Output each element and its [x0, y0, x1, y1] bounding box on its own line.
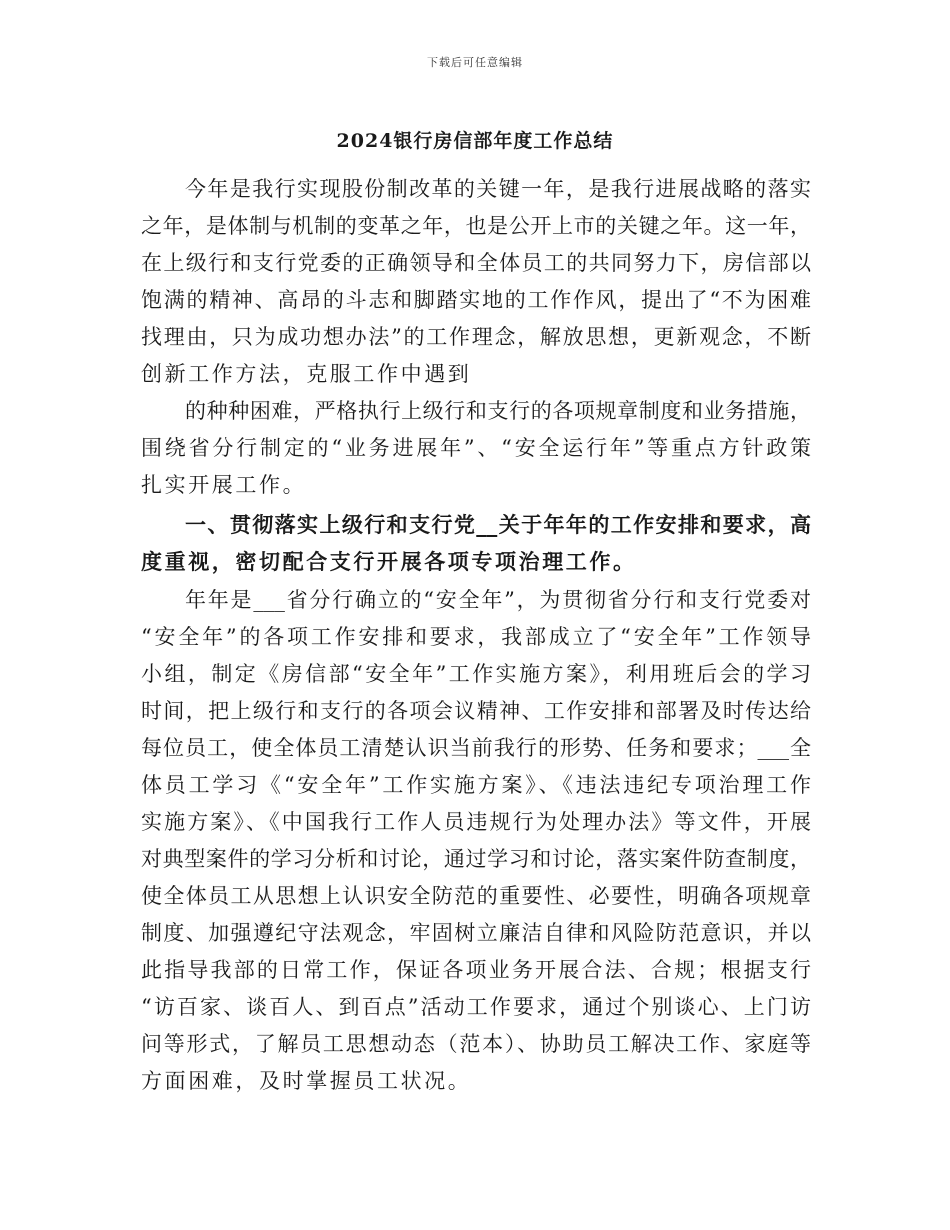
paragraph-line: 小组，制定《房信部“安全年”工作实施方案》，利用班后会的学习	[141, 662, 811, 686]
paragraph-line: 扎实开展工作。	[141, 473, 307, 497]
paragraph-line: 在上级行和支行党委的正确领导和全体员工的共同努力下，房信部以	[141, 251, 811, 275]
paragraph-line: 此指导我部的日常工作，保证各项业务开展合法、合规；根据支行	[141, 958, 811, 982]
section-heading-line: 一、贯彻落实上级行和支行党__关于年年的工作安排和要求，高	[185, 512, 811, 537]
paragraph-line: “安全年”的各项工作安排和要求，我部成立了“安全年”工作领导	[141, 625, 811, 649]
paragraph-line: 时间，把上级行和支行的各项会议精神、工作安排和部署及时传达给	[141, 699, 811, 723]
paragraph-line: 今年是我行实现股份制改革的关键一年，是我行进展战略的落实	[185, 177, 811, 201]
paragraph-line: 问等形式，了解员工思想动态（范本）、协助员工解决工作、家庭等	[141, 1032, 811, 1056]
paragraph-line: 实施方案》、《中国我行工作人员违规行为处理办法》等文件，开展	[141, 810, 811, 834]
paragraph-line: 饱满的精神、高昂的斗志和脚踏实地的工作作风，提出了“不为困难	[141, 288, 811, 312]
paragraph-line: 制度、加强遵纪守法观念，牢固树立廉洁自律和风险防范意识，并以	[141, 921, 811, 945]
document-body	[141, 171, 811, 1100]
paragraph-line: 体员工学习《“安全年”工作实施方案》、《违法违纪专项治理工作	[141, 773, 811, 797]
paragraph-line: 创新工作方法，克服工作中遇到	[141, 362, 472, 386]
paragraph-line: 方面困难，及时掌握员工状况。	[141, 1069, 472, 1093]
paragraph-line: 的种种困难，严格执行上级行和支行的各项规章制度和业务措施，	[185, 399, 811, 423]
header-note: 下载后可任意编辑	[427, 56, 523, 69]
paragraph-line: 找理由，只为成功想办法”的工作理念，解放思想，更新观念，不断	[141, 325, 811, 349]
paragraph-line: 每位员工，使全体员工清楚认识当前我行的形势、任务和要求；___全	[141, 736, 811, 760]
document-title: 2024银行房信部年度工作总结	[336, 130, 614, 152]
paragraph-line: 年年是___省分行确立的“安全年”，为贯彻省分行和支行党委对	[185, 588, 811, 612]
section-heading-line: 度重视，密切配合支行开展各项专项治理工作。	[141, 549, 637, 574]
paragraph-line: 围绕省分行制定的“业务进展年”、“安全运行年”等重点方针政策	[141, 436, 811, 460]
paragraph-line: 之年，是体制与机制的变革之年，也是公开上市的关键之年。这一年，	[141, 214, 811, 238]
paragraph-line: “访百家、谈百人、到百点”活动工作要求，通过个别谈心、上门访	[141, 995, 811, 1019]
paragraph-line: 使全体员工从思想上认识安全防范的重要性、必要性，明确各项规章	[141, 884, 811, 908]
paragraph-line: 对典型案件的学习分析和讨论，通过学习和讨论，落实案件防查制度，	[141, 847, 811, 871]
